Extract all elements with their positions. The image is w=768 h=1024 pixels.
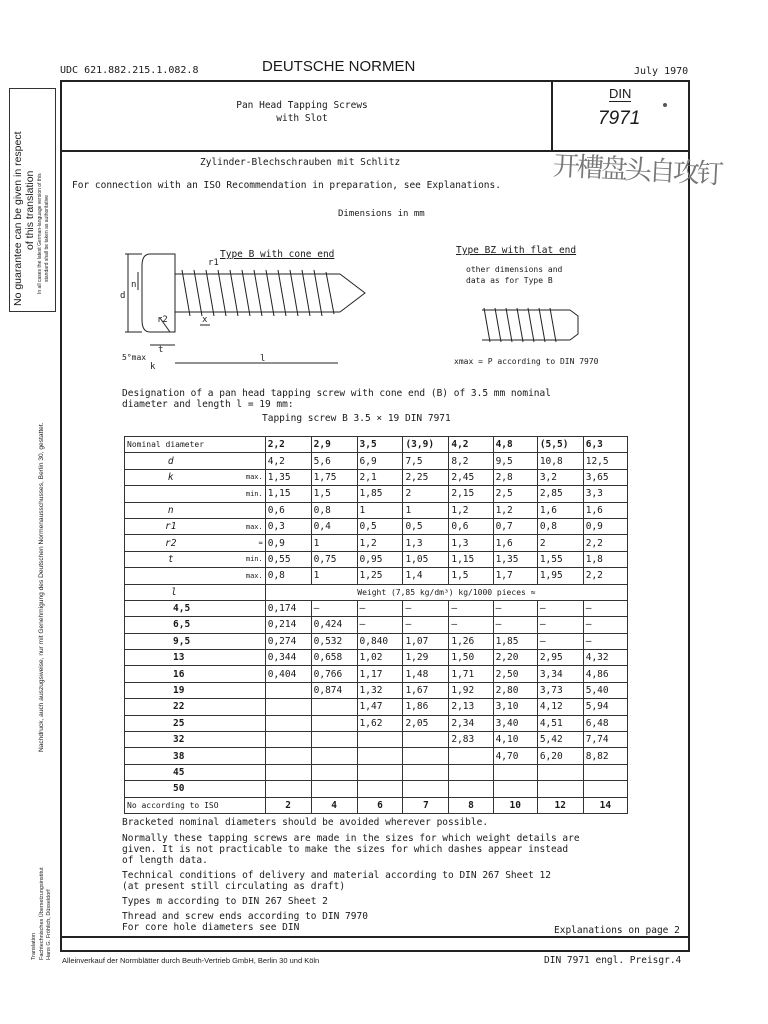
weight-cell — [311, 699, 357, 715]
weight-cell: 3,34 — [537, 666, 583, 682]
din-box-divider — [551, 80, 553, 150]
weight-cell: — — [493, 617, 537, 633]
weight-cell: 2,05 — [403, 715, 449, 731]
weight-cell — [357, 781, 403, 797]
translator-institute: Fachtechnisches Übersetzungsinstitut — [39, 867, 45, 960]
table-cell: 1,4 — [403, 568, 449, 584]
guarantee-small2: standard shall be taken as authoritative — [44, 195, 50, 282]
screw-drawing — [120, 240, 620, 375]
table-cell: 7,5 — [403, 453, 449, 469]
weight-cell: 0,532 — [311, 633, 357, 649]
iso-number: 14 — [583, 797, 627, 813]
weight-cell: 3,73 — [537, 682, 583, 698]
label-angle: 5°max — [122, 353, 147, 362]
label-r2: r2 — [157, 315, 168, 325]
weight-cell: 4,12 — [537, 699, 583, 715]
weight-cell: 1,62 — [357, 715, 403, 731]
length-value: 6,5 — [125, 617, 266, 633]
label-d: d — [120, 291, 126, 301]
weight-cell — [357, 732, 403, 748]
din-reference: DIN 7971 engl. Preisgr.4 — [544, 955, 682, 966]
weight-cell: 0,840 — [357, 633, 403, 649]
note-technical-2: (at present still circulating as draft) — [122, 881, 346, 892]
weight-row — [125, 600, 628, 616]
length-value: 16 — [125, 666, 266, 682]
dimension-symbol: n — [125, 502, 217, 518]
table-cell: 1 — [403, 502, 449, 518]
weight-cell: 4,32 — [583, 650, 627, 666]
xmax-note: xmax = P according to DIN 7970 — [454, 357, 599, 366]
weight-cell: 6,20 — [537, 748, 583, 764]
table-cell: 0,75 — [311, 551, 357, 567]
dimension-symbol: r1 — [125, 518, 217, 534]
table-cell: 6,9 — [357, 453, 403, 469]
table-cell: 3,2 — [537, 469, 583, 485]
table-cell: 2,25 — [403, 469, 449, 485]
table-cell: 2,2 — [583, 568, 627, 584]
label-x: x — [202, 315, 208, 325]
weight-cell — [357, 748, 403, 764]
weight-cell: 1,48 — [403, 666, 449, 682]
diameter-header: (5,5) — [537, 437, 583, 453]
weight-cell — [403, 732, 449, 748]
bz-note-line2: data as for Type B — [466, 276, 553, 285]
weight-cell: — — [311, 600, 357, 616]
weight-row — [125, 764, 628, 780]
weight-cell — [265, 682, 311, 698]
table-cell: 0,95 — [357, 551, 403, 567]
table-cell: 2,2 — [583, 535, 627, 551]
weight-cell: 1,47 — [357, 699, 403, 715]
weight-cell: — — [583, 633, 627, 649]
table-cell: 1,85 — [357, 486, 403, 502]
weight-cell — [265, 764, 311, 780]
weight-cell — [493, 781, 537, 797]
weight-cell: 1,67 — [403, 682, 449, 698]
table-cell: 1,2 — [493, 502, 537, 518]
weight-cell: 0,766 — [311, 666, 357, 682]
weight-cell: 1,85 — [493, 633, 537, 649]
table-cell: 1,6 — [493, 535, 537, 551]
iso-row — [125, 797, 628, 813]
dimension-symbol: r2 — [125, 535, 217, 551]
table-row — [125, 502, 628, 518]
weight-cell: 1,02 — [357, 650, 403, 666]
note-types: Types m according to DIN 267 Sheet 2 — [122, 896, 328, 907]
weight-cell — [583, 764, 627, 780]
dimension-qualifier: ≈ — [216, 535, 265, 551]
dimension-qualifier: max. — [216, 568, 265, 584]
table-cell: 0,6 — [449, 518, 493, 534]
weight-cell: 3,40 — [493, 715, 537, 731]
dimension-qualifier: max. — [216, 518, 265, 534]
weight-cell — [537, 764, 583, 780]
weight-cell: 7,74 — [583, 732, 627, 748]
dimension-qualifier: max. — [216, 469, 265, 485]
bz-screw — [482, 308, 578, 342]
weight-cell: — — [493, 600, 537, 616]
weight-cell — [449, 764, 493, 780]
weight-row — [125, 633, 628, 649]
din-number: 7971 — [598, 108, 641, 129]
weight-cell — [449, 748, 493, 764]
diameter-header: (3,9) — [403, 437, 449, 453]
weight-row — [125, 650, 628, 666]
table-cell: 1,5 — [449, 568, 493, 584]
table-cell: 1,6 — [583, 502, 627, 518]
length-value: 4,5 — [125, 600, 266, 616]
iso-number: 8 — [449, 797, 493, 813]
weight-row — [125, 732, 628, 748]
weight-cell: — — [449, 617, 493, 633]
weight-cell: 2,80 — [493, 682, 537, 698]
table-cell: 2 — [403, 486, 449, 502]
weight-cell: 3,10 — [493, 699, 537, 715]
table-cell: 2,5 — [493, 486, 537, 502]
diameter-header: 2,2 — [265, 437, 311, 453]
sales-notice: Alleinverkauf der Normblätter durch Beuth-Vertrieb GmbH, Berlin 30 und Köln — [62, 956, 320, 965]
table-cell: 10,8 — [537, 453, 583, 469]
length-value: 9,5 — [125, 633, 266, 649]
weight-cell: — — [537, 633, 583, 649]
type-bz-label: Type BZ with flat end — [456, 245, 577, 256]
table-cell: 1,05 — [403, 551, 449, 567]
label-l: l — [260, 354, 266, 364]
punch-dot — [663, 103, 667, 107]
table-cell: 0,5 — [403, 518, 449, 534]
weight-cell: — — [357, 617, 403, 633]
length-value: 32 — [125, 732, 266, 748]
weight-cell: 1,26 — [449, 633, 493, 649]
diameter-header: 4,8 — [493, 437, 537, 453]
table-cell: 0,5 — [357, 518, 403, 534]
note-thread: Thread and screw ends according to DIN 7970 — [122, 911, 368, 922]
table-row — [125, 568, 628, 584]
table-row — [125, 469, 628, 485]
weight-cell: 1,71 — [449, 666, 493, 682]
designation-example: Tapping screw B 3.5 × 19 DIN 7971 — [262, 413, 451, 424]
weight-cell: — — [583, 617, 627, 633]
table-cell: 4,2 — [265, 453, 311, 469]
weight-cell: 8,82 — [583, 748, 627, 764]
table-cell: 0,8 — [265, 568, 311, 584]
dimensions-table — [124, 436, 628, 814]
doc-title-line2: with Slot — [276, 113, 328, 124]
type-b-label: Type B with cone end — [220, 249, 335, 260]
weight-cell: 2,20 — [493, 650, 537, 666]
iso-label: No according to ISO — [125, 797, 266, 813]
table-cell: 0,3 — [265, 518, 311, 534]
dimension-symbol: d — [125, 453, 217, 469]
weight-cell: 0,424 — [311, 617, 357, 633]
diameter-header: 2,9 — [311, 437, 357, 453]
weight-cell: 1,29 — [403, 650, 449, 666]
designation-line2: diameter and length l = 19 mm: — [122, 399, 294, 410]
length-value: 25 — [125, 715, 266, 731]
weight-cell — [493, 764, 537, 780]
din-label: DIN — [609, 86, 632, 101]
table-cell: 1,35 — [265, 469, 311, 485]
weight-cell: 2,34 — [449, 715, 493, 731]
weight-row — [125, 699, 628, 715]
weight-cell: 0,274 — [265, 633, 311, 649]
weight-cell: 4,10 — [493, 732, 537, 748]
weight-cell: 1,07 — [403, 633, 449, 649]
label-n: n — [131, 280, 137, 290]
table-cell: 0,9 — [583, 518, 627, 534]
table-cell: 0,7 — [493, 518, 537, 534]
note-normally-3: of length data. — [122, 855, 208, 866]
weight-cell: — — [357, 600, 403, 616]
weight-cell: — — [403, 617, 449, 633]
weight-cell — [537, 781, 583, 797]
reprint-notice: Nachdruck, auch auszugsweise, nur mit Genehmigung des Deutschen Normenausschusses, Berlin 30, gestattet. — [38, 422, 45, 752]
label-t: t — [158, 345, 164, 355]
weight-header: Weight (7,85 kg/dm³) kg/1000 pieces ≈ — [265, 584, 627, 600]
table-header-row — [125, 437, 628, 453]
weight-cell — [265, 748, 311, 764]
weight-cell — [265, 781, 311, 797]
table-cell: 2,8 — [493, 469, 537, 485]
table-cell: 12,5 — [583, 453, 627, 469]
length-value: 19 — [125, 682, 266, 698]
issue-date: July 1970 — [634, 66, 689, 77]
weight-cell: 5,94 — [583, 699, 627, 715]
table-cell: 8,2 — [449, 453, 493, 469]
table-cell: 0,6 — [265, 502, 311, 518]
table-cell: 1,2 — [357, 535, 403, 551]
dimension-qualifier — [216, 502, 265, 518]
translation-label: Translation — [31, 932, 37, 960]
weight-cell: 2,50 — [493, 666, 537, 682]
label-r1: r1 — [208, 258, 219, 268]
diameter-header: 3,5 — [357, 437, 403, 453]
guarantee-small1: In all cases the latest German-language version of this — [37, 173, 43, 294]
table-row — [125, 453, 628, 469]
note-normally-1: Normally these tapping screws are made in the sizes for which weight details are — [122, 833, 580, 844]
iso-number: 4 — [311, 797, 357, 813]
weight-cell: 4,70 — [493, 748, 537, 764]
dimension-symbol: t — [125, 551, 217, 567]
weight-cell — [265, 715, 311, 731]
thread-lines — [182, 270, 334, 316]
weight-cell: 6,48 — [583, 715, 627, 731]
table-cell: 1,8 — [583, 551, 627, 567]
weight-cell: 1,32 — [357, 682, 403, 698]
guarantee-line1: No guarantee can be given in respect — [12, 131, 24, 306]
explanations-ref: Explanations on page 2 — [554, 925, 680, 936]
table-row — [125, 486, 628, 502]
weight-cell: 5,42 — [537, 732, 583, 748]
table-cell: 1,6 — [537, 502, 583, 518]
table-cell: 1,95 — [537, 568, 583, 584]
weight-cell — [403, 764, 449, 780]
table-row — [125, 518, 628, 534]
udc-number: UDC 621.882.215.1.082.8 — [60, 65, 199, 76]
table-cell: 1 — [311, 568, 357, 584]
table-cell: 0,55 — [265, 551, 311, 567]
weight-cell — [311, 732, 357, 748]
table-cell: 1,15 — [449, 551, 493, 567]
weight-row — [125, 748, 628, 764]
weight-row — [125, 682, 628, 698]
table-cell: 1 — [311, 535, 357, 551]
dimension-qualifier: min. — [216, 486, 265, 502]
weight-cell: 5,40 — [583, 682, 627, 698]
table-cell: 1,5 — [311, 486, 357, 502]
weight-cell: 1,17 — [357, 666, 403, 682]
weight-row — [125, 617, 628, 633]
footer-rule — [60, 936, 690, 938]
diameter-header: 6,3 — [583, 437, 627, 453]
dimensions-note: Dimensions in mm — [338, 209, 425, 219]
handwritten-note: 开槽盘头自攻钉 — [552, 150, 722, 191]
weight-cell — [311, 781, 357, 797]
iso-number: 10 — [493, 797, 537, 813]
table-cell: 1,3 — [449, 535, 493, 551]
weight-cell: 0,658 — [311, 650, 357, 666]
note-core-hole: For core hole diameters see DIN — [122, 922, 300, 933]
dimension-symbol — [125, 568, 217, 584]
iso-number: 7 — [403, 797, 449, 813]
weight-cell: 0,214 — [265, 617, 311, 633]
length-label: l — [125, 584, 266, 600]
length-value: 50 — [125, 781, 266, 797]
diameter-header: 4,2 — [449, 437, 493, 453]
designation-line1: Designation of a pan head tapping screw with cone end (B) of 3.5 mm nominal — [122, 388, 551, 399]
weight-cell: 0,404 — [265, 666, 311, 682]
translator-name: Hans G. Fröhlich, Düsseldorf — [46, 889, 52, 960]
weight-cell: — — [537, 617, 583, 633]
table-cell: 1,35 — [493, 551, 537, 567]
dimension-symbol: k — [125, 469, 217, 485]
table-cell: 3,3 — [583, 486, 627, 502]
iso-number: 2 — [265, 797, 311, 813]
length-value: 38 — [125, 748, 266, 764]
table-cell: 1,25 — [357, 568, 403, 584]
table-cell: 1,15 — [265, 486, 311, 502]
weight-cell — [449, 781, 493, 797]
table-cell: 2,1 — [357, 469, 403, 485]
weight-cell: 4,51 — [537, 715, 583, 731]
table-cell: 1,7 — [493, 568, 537, 584]
weight-cell — [311, 715, 357, 731]
table-cell: 0,8 — [311, 502, 357, 518]
weight-cell — [583, 781, 627, 797]
weight-row — [125, 781, 628, 797]
weight-row — [125, 666, 628, 682]
weight-cell: 2,13 — [449, 699, 493, 715]
table-cell: 0,4 — [311, 518, 357, 534]
weight-cell — [357, 764, 403, 780]
weight-cell: 1,50 — [449, 650, 493, 666]
table-cell: 5,6 — [311, 453, 357, 469]
iso-number: 6 — [357, 797, 403, 813]
weight-cell: 2,83 — [449, 732, 493, 748]
weight-cell: — — [583, 600, 627, 616]
table-cell: 0,8 — [537, 518, 583, 534]
doc-title-line1: Pan Head Tapping Screws — [236, 100, 368, 111]
dimension-qualifier — [216, 453, 265, 469]
weight-cell — [403, 781, 449, 797]
table-cell: 2 — [537, 535, 583, 551]
iso-number: 12 — [537, 797, 583, 813]
page-title: DEUTSCHE NORMEN — [262, 58, 416, 75]
table-cell: 2,45 — [449, 469, 493, 485]
weight-cell: — — [537, 600, 583, 616]
weight-cell: 0,874 — [311, 682, 357, 698]
weight-cell: 0,174 — [265, 600, 311, 616]
table-cell: 1,2 — [449, 502, 493, 518]
note-bracketed: Bracketed nominal diameters should be avoided wherever possible. — [122, 817, 489, 828]
weight-cell — [265, 699, 311, 715]
weight-cell — [403, 748, 449, 764]
table-cell: 1,3 — [403, 535, 449, 551]
label-k: k — [150, 362, 156, 372]
table-cell: 3,65 — [583, 469, 627, 485]
length-value: 22 — [125, 699, 266, 715]
weight-cell: — — [403, 600, 449, 616]
table-row — [125, 535, 628, 551]
weight-cell: 2,95 — [537, 650, 583, 666]
table-cell: 0,9 — [265, 535, 311, 551]
notes-block — [122, 817, 580, 933]
table-cell: 1,55 — [537, 551, 583, 567]
bz-note-line1: other dimensions and — [466, 265, 563, 274]
weight-cell — [265, 732, 311, 748]
iso-note: For connection with an ISO Recommendation in preparation, see Explanations. — [72, 180, 501, 191]
weight-cell: 4,86 — [583, 666, 627, 682]
weight-cell — [311, 748, 357, 764]
table-cell: 1,75 — [311, 469, 357, 485]
guarantee-line2: of this translation — [24, 170, 36, 250]
note-technical-1: Technical conditions of delivery and material according to DIN 267 Sheet 12 — [122, 870, 551, 881]
note-normally-2: given. It is not practicable to make the sizes for which dashes appear instead — [122, 844, 569, 855]
weight-cell: 1,86 — [403, 699, 449, 715]
dimension-symbol — [125, 486, 217, 502]
weight-cell: — — [449, 600, 493, 616]
length-value: 45 — [125, 764, 266, 780]
table-cell: 2,15 — [449, 486, 493, 502]
table-cell: 9,5 — [493, 453, 537, 469]
nominal-diameter-label: Nominal diameter — [125, 437, 266, 453]
weight-header-row — [125, 584, 628, 600]
table-row — [125, 551, 628, 567]
table-cell: 2,85 — [537, 486, 583, 502]
weight-cell: 0,344 — [265, 650, 311, 666]
weight-row — [125, 715, 628, 731]
table-cell: 1 — [357, 502, 403, 518]
weight-cell — [311, 764, 357, 780]
weight-cell: 1,92 — [449, 682, 493, 698]
length-value: 13 — [125, 650, 266, 666]
german-title: Zylinder-Blechschrauben mit Schlitz — [200, 157, 401, 168]
dimension-qualifier: min. — [216, 551, 265, 567]
